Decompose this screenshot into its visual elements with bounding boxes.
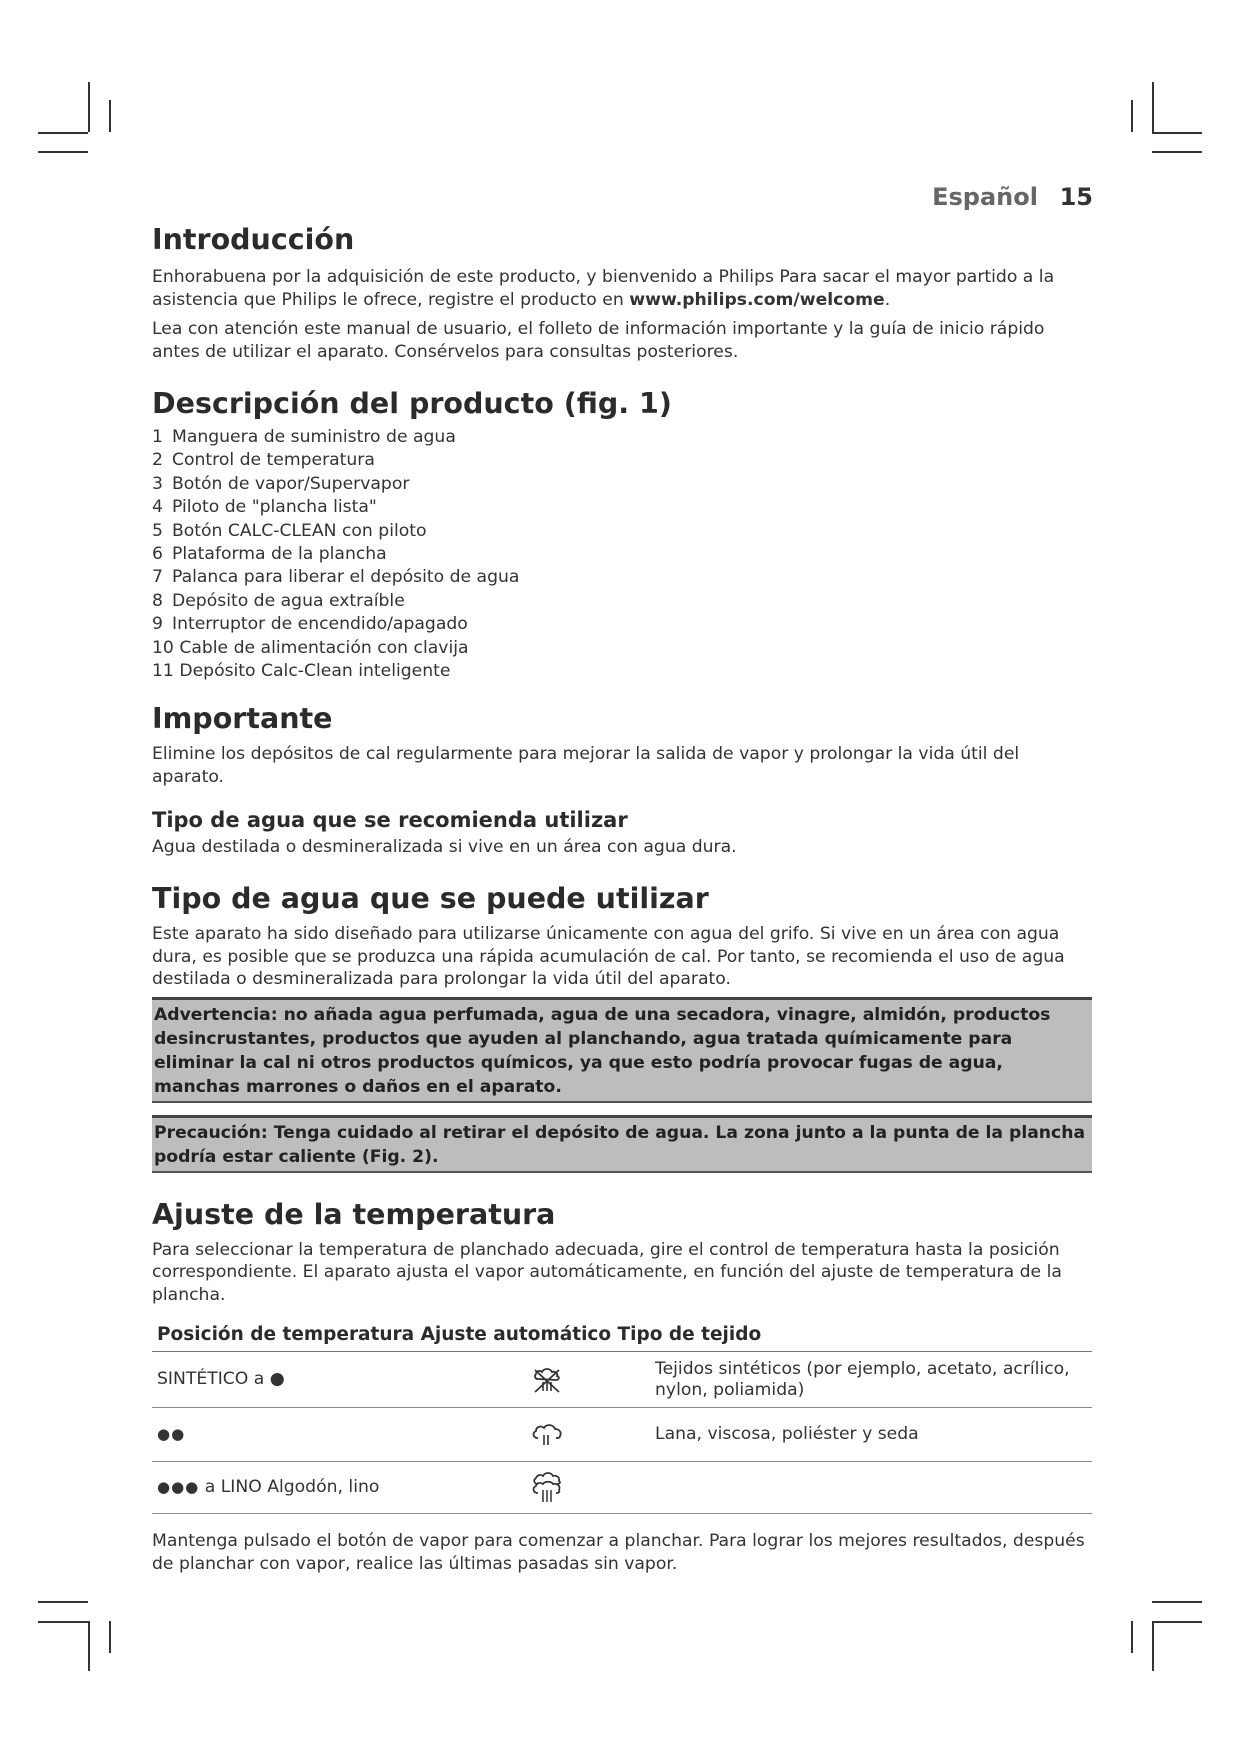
crop-mark xyxy=(88,82,90,132)
temperature-section xyxy=(152,1197,1092,1577)
crop-mark xyxy=(1131,100,1133,132)
list-item xyxy=(152,473,1092,496)
page-header xyxy=(932,183,1093,211)
temperature-table xyxy=(152,1323,1092,1514)
temperature-text: Para seleccionar la temperatura de planchado adecuada, gire el control de temperatura hasta la posición correspondiente. El aparato ajusta el vapor automáticamente, en función del ajuste de temperatura de la plancha. xyxy=(152,1239,1062,1305)
item-label: Control de temperatura xyxy=(172,450,375,471)
crop-mark xyxy=(38,1621,88,1623)
item-number: 10 xyxy=(152,637,174,658)
item-number: 11 xyxy=(152,661,174,682)
intro-title: Introducción xyxy=(152,223,355,256)
water-section xyxy=(152,881,1092,1173)
crop-mark xyxy=(1152,1621,1154,1671)
description-section xyxy=(152,386,1092,683)
item-number: 3 xyxy=(152,473,163,494)
crop-mark xyxy=(1152,82,1154,132)
crop-mark xyxy=(88,1621,90,1671)
page-content xyxy=(152,222,1092,1576)
steam-cell xyxy=(528,1462,655,1514)
water-title: Tipo de agua que se puede utilizar xyxy=(152,882,709,916)
item-label: Interruptor de encendido/apagado xyxy=(172,614,468,635)
list-item xyxy=(152,520,1092,543)
important-title: Importante xyxy=(152,702,333,736)
recommended-water-text: Agua destilada o desmineralizada si vive en un área con agua dura. xyxy=(152,837,737,858)
crop-mark xyxy=(38,151,88,153)
product-parts-list xyxy=(152,426,1092,683)
position-label: a LINO Algodón, lino xyxy=(204,1477,380,1498)
item-label: Manguera de suministro de agua xyxy=(172,427,456,447)
item-label: Botón de vapor/Supervapor xyxy=(172,473,410,494)
warning-box: Advertencia: no añada agua perfumada, agua de una secadora, vinagre, almidón, productos desincrustantes, productos que ayuden al planchando, agua tratada químicamente para eliminar la cal ni otros productos químicos, ya que esto podría provocar fugas de agua, manchas marrones o daños en el aparato. xyxy=(152,997,1092,1103)
item-label: Depósito de agua extraíble xyxy=(172,590,405,611)
crop-mark xyxy=(109,1621,111,1653)
steam-cell xyxy=(528,1352,655,1408)
philips-url-link[interactable]: www.philips.com/welcome xyxy=(629,290,885,310)
item-number: 1 xyxy=(152,427,163,447)
temperature-title: Ajuste de la temperatura xyxy=(152,1197,556,1231)
intro-text: Enhorabuena por la adquisición de este producto, y bienvenido a Philips Para sacar el mayor partido a la asistencia que Philips le ofrece, registre el producto en xyxy=(152,267,1055,310)
position-cell xyxy=(152,1462,528,1514)
list-item xyxy=(152,660,1092,683)
page-number: 15 xyxy=(1059,183,1093,211)
table-row xyxy=(152,1408,1092,1462)
position-cell: SINTÉTICO a ● xyxy=(152,1352,528,1408)
list-item xyxy=(152,543,1092,566)
fabric-cell xyxy=(655,1462,1092,1514)
list-item xyxy=(152,613,1092,636)
max-steam-icon xyxy=(529,1471,565,1505)
item-number: 9 xyxy=(152,614,163,635)
important-text: Elimine los depósitos de cal regularmente para mejorar la salida de vapor y prolongar la vida útil del aparato. xyxy=(152,744,1020,788)
item-number: 8 xyxy=(152,590,163,611)
table-header-row xyxy=(152,1323,1092,1352)
item-number: 5 xyxy=(152,520,163,541)
item-label: Depósito Calc-Clean inteligente xyxy=(179,661,451,682)
item-label: Palanca para liberar el depósito de agua xyxy=(172,567,520,588)
item-number: 2 xyxy=(152,450,163,471)
crop-mark xyxy=(38,132,88,134)
table-row xyxy=(152,1352,1092,1408)
language-label: Español xyxy=(932,183,1038,211)
item-label: Plataforma de la plancha xyxy=(172,544,387,565)
temperature-dots: ●● xyxy=(157,1425,186,1444)
item-label: Cable de alimentación con clavija xyxy=(179,637,469,658)
intro-section xyxy=(152,222,1092,364)
description-title: Descripción del producto (fig. 1) xyxy=(152,387,672,420)
table-row xyxy=(152,1462,1092,1514)
crop-mark xyxy=(1152,1601,1202,1603)
item-number: 4 xyxy=(152,497,163,518)
list-item xyxy=(152,566,1092,589)
crop-mark xyxy=(109,100,111,132)
crop-mark xyxy=(1152,132,1202,134)
list-item xyxy=(152,426,1092,449)
caution-box: Precaución: Tenga cuidado al retirar el depósito de agua. La zona junto a la punta de la plancha podría estar caliente (Fig. 2). xyxy=(152,1115,1092,1173)
intro-paragraph-2: Lea con atención este manual de usuario, el folleto de información importante y la guía de inicio rápido antes de utilizar el aparato. Consérvelos para consultas posteriores. xyxy=(152,319,1045,362)
item-number: 6 xyxy=(152,544,163,565)
crop-mark xyxy=(1152,1621,1202,1623)
temperature-dots: ●●● xyxy=(157,1478,200,1497)
table-header: Posición de temperatura Ajuste automático Tipo de tejido xyxy=(152,1323,1092,1352)
recommended-water-title: Tipo de agua que se recomienda utilizar xyxy=(152,808,628,833)
position-cell xyxy=(152,1408,528,1462)
list-item xyxy=(152,496,1092,519)
crop-mark xyxy=(1152,151,1202,153)
crop-mark xyxy=(38,1601,88,1603)
fabric-cell: Tejidos sintéticos (por ejemplo, acetato, acrílico, nylon, poliamida) xyxy=(655,1352,1092,1408)
crop-mark xyxy=(1131,1621,1133,1653)
steam-cell xyxy=(528,1408,655,1462)
item-label: Botón CALC-CLEAN con piloto xyxy=(172,520,427,541)
list-item xyxy=(152,637,1092,660)
fabric-cell: Lana, viscosa, poliéster y seda xyxy=(655,1408,1092,1462)
light-steam-icon xyxy=(529,1421,565,1449)
water-text: Este aparato ha sido diseñado para utilizarse únicamente con agua del grifo. Si vive en un área con agua dura, es posible que se produzca una rápida acumulación de cal. Por tanto, se recomienda el uso de agua destilada o desmineralizada para prolongar la vida útil del aparato. xyxy=(152,924,1065,990)
intro-period: . xyxy=(884,290,891,310)
list-item xyxy=(152,449,1092,472)
no-steam-icon xyxy=(529,1365,565,1395)
item-label: Piloto de "plancha lista" xyxy=(172,497,377,518)
temperature-footer-text: Mantenga pulsado el botón de vapor para comenzar a planchar. Para lograr los mejores resultados, después de planchar con vapor, realice las últimas pasadas sin vapor. xyxy=(152,1531,1085,1575)
item-number: 7 xyxy=(152,567,163,588)
list-item xyxy=(152,590,1092,613)
intro-paragraph-1 xyxy=(152,266,1092,312)
important-section xyxy=(152,701,1092,859)
